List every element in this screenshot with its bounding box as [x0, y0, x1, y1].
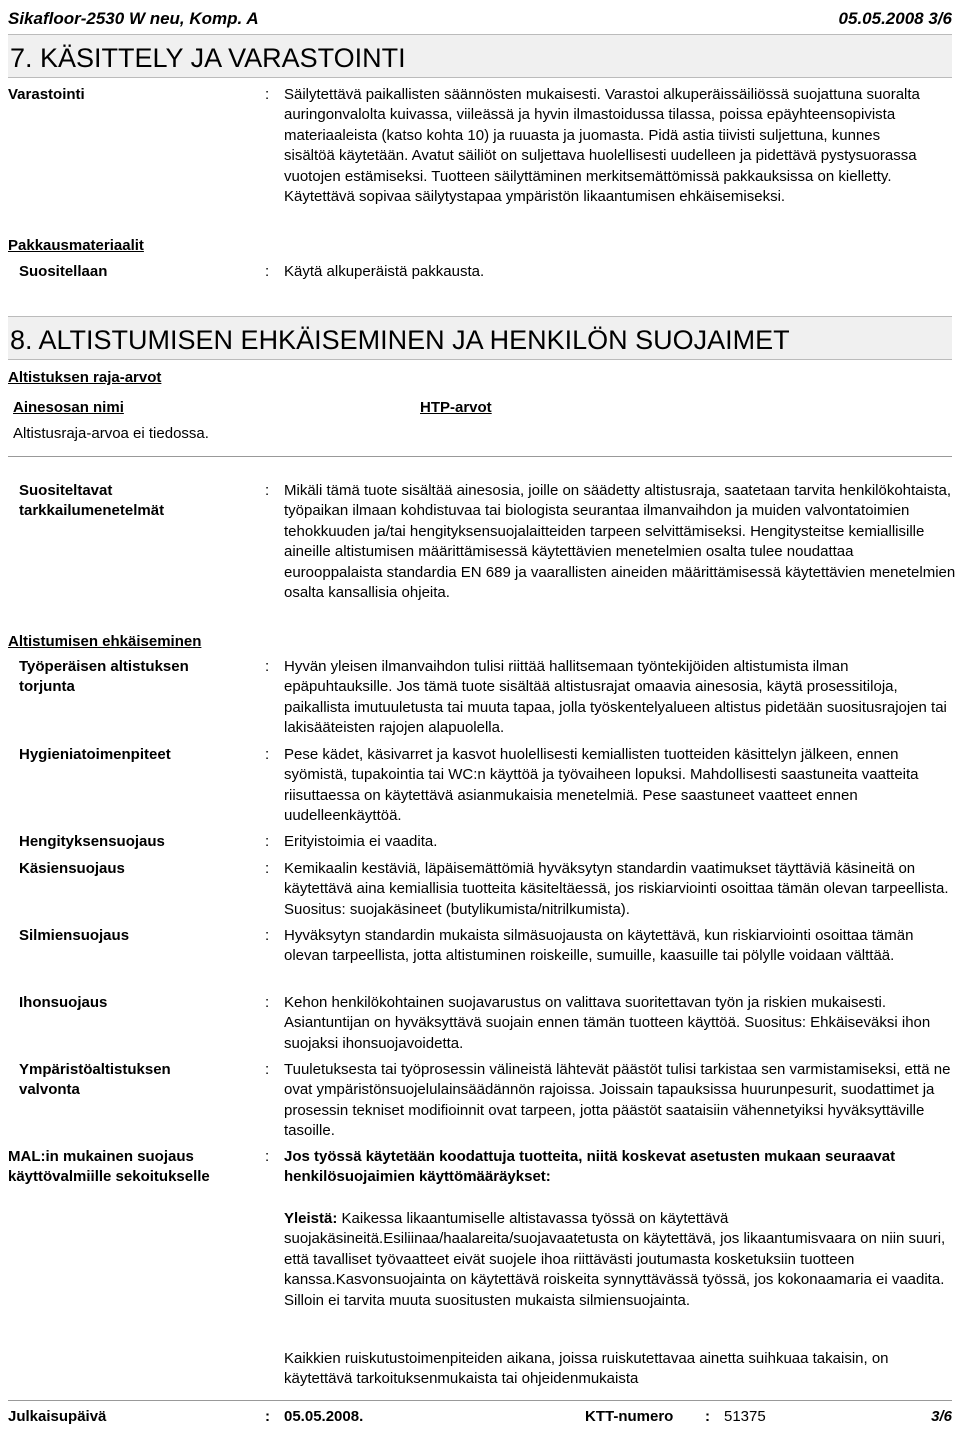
julkaisupaiva-label: Julkaisupäivä [8, 1408, 107, 1425]
silmien-label: Silmiensuojaus [19, 927, 130, 944]
colon: : [705, 1408, 710, 1425]
ehkaiseminen-heading: Altistumisen ehkäiseminen [8, 633, 202, 650]
julkaisupaiva-value: 05.05.2008. [284, 1408, 364, 1425]
ruiskutus-text: Kaikkien ruiskutustoimenpiteiden aikana, joissa ruiskutettavaa ainetta suihkuaa takaisin, on käytettävä tarkoituksenmukaista tai ohjeidenmukaista [284, 1350, 889, 1388]
colon: : [265, 833, 270, 850]
header-date-page: 05.05.2008 3/6 [838, 9, 952, 28]
colon: : [265, 658, 270, 675]
page-footer [8, 1404, 952, 1430]
yleista-text: Kaikessa likaantumiselle altistavassa työssä on käytettävä suojakäsineitä.Esiliinaa/haalareita/suojavaatetusta on käytettävä, jos likaantumisvaara on niin suuri, että tavalliset työvaatteet eivät suojele ihoa riittävästi joutumasta kosketuksiin tuotteen kanssa.Kasvonsuojainta on käytettävä roiskeita synnyttävässä työssä, jos kokonaamaria ei vaadita. Silloin ei tarvita muuta suositusten mukaista silmiensuojainta. [284, 1210, 946, 1309]
divider [8, 456, 952, 457]
mal-text: Jos työssä käytetään koodattuja tuotteita, niitä koskevat asetusten mukaan seuraavat henkilösuojaimien käyttömääräykset: [284, 1148, 896, 1186]
colon: : [265, 1408, 270, 1425]
colon: : [265, 263, 270, 280]
footer-page: 3/6 [931, 1408, 952, 1425]
product-name: Sikafloor-2530 W neu, Komp. A [8, 9, 259, 28]
ainesosan-nimi-header: Ainesosan nimi [13, 399, 124, 416]
iho-text: Kehon henkilökohtainen suojavarustus on valittava suoritettavan työn ja riskien mukaisesti. Asiantuntijan on hyväksyttävä suojain ennen tämän tuotteen käyttöä. Suositus: Ehkäiseväksi ihon suojaksi ihonsuojavoidetta. [284, 994, 931, 1052]
hygienia-label: Hygieniatoimenpiteet [19, 746, 171, 763]
ei-tiedossa-text: Altistusraja-arvoa ei tiedossa. [13, 425, 209, 442]
suositellaan-text: Käytä alkuperäistä pakkausta. [284, 263, 485, 280]
ktt-label: KTT-numero [585, 1408, 674, 1425]
tyoperainen-label: Työperäisen altistuksen torjunta [19, 658, 189, 696]
tyoperainen-text: Hyvän yleisen ilmanvaihdon tulisi riittää hallitsemaan työntekijöiden altistumista ilman epäpuhtauksille. Jos tämä tuote sisältää altistusrajat omaavia ainesosia, käytä prosessitiloja, paikallista imutuuletusta tai muuta tapaa, jolla työskentelyalueen altistus pidetään suositusrajojen tai lakisääteisten rajojen alapuolella. [284, 658, 947, 737]
pakkausmateriaalit-heading: Pakkausmateriaalit [8, 237, 144, 254]
colon: : [265, 1061, 270, 1078]
ktt-value: 51375 [724, 1408, 766, 1425]
colon: : [265, 927, 270, 944]
hygienia-text: Pese kädet, käsivarret ja kasvot huolellisesti kemiallisten tuotteiden käsittelyn jälkeen, ennen syömistä, tupakointia tai WC:n käyttöä ja työvaiheen lopuksi. Mahdollisesti saastuneita vaatteita riisuttaessa on käytettävä asianmukaisia menetelmiä. Pese saastuneet vaatteet ennen uudelleenkäyttöä. [284, 746, 919, 825]
ymparisto-label: Ympäristöaltistuksen valvonta [19, 1061, 171, 1099]
section-7-title: 7. KÄSITTELY JA VARASTOINTI [8, 34, 952, 78]
colon: : [265, 482, 270, 499]
colon: : [265, 86, 270, 103]
ymparisto-text: Tuuletuksesta tai työprosessin välineistä lähtevät päästöt tulisi tarkistaa sen varmistamiseksi, että ne ovat ympäristönsuojelulainsäädännön rajoissa. Joissain tapauksissa huurunpesurit, suodattimet ja prosessin tekniset modifioinnit ovat tarpeen, jotta päästöt saataisiin vähennetyiksi hyväksyttäville tasoille. [284, 1061, 951, 1140]
varastointi-text: Säilytettävä paikallisten säännösten mukaisesti. Varastoi alkuperäissäiliössä suojattuna suoralta auringonvalolta kuivassa, viileässä ja hyvin ilmastoidussa tilassa, poissa epäyhteensopivista materiaaleista (katso kohta 10) ja ruuasta ja juomasta. Pidä astia tiivisti suljettuna, kunnes sisältöä käytetään. Avatut säiliöt on suljettava huolellisesti uudelleen ja pidettävä pystysuorassa vuotojen estämiseksi. Tuotteen säilyttäminen merkitsemättömissä pakkauksissa on kielletty. Käytettävä sopivaa säilytystapaa ympäristön likaantumisen ehkäisemiseksi. [284, 86, 920, 206]
hengitys-text: Erityistoimia ei vaadita. [284, 833, 438, 850]
colon: : [265, 746, 270, 763]
suositellaan-label: Suositellaan [19, 263, 108, 280]
yleista-paragraph [284, 1209, 956, 1311]
footer-divider [8, 1400, 952, 1401]
colon: : [265, 994, 270, 1011]
htp-arvot-header: HTP-arvot [420, 399, 492, 416]
silmien-text: Hyväksytyn standardin mukaista silmäsuojausta on käytettävä, kun riskiarviointi osoittaa tämän olevan tarpeellista, jotta altistuminen roiskeille, sumuille, kaasuille tai pölylle voidaan välttää. [284, 927, 914, 965]
section-8-title: 8. ALTISTUMISEN EHKÄISEMINEN JA HENKILÖN SUOJAIMET [8, 316, 952, 360]
page-header [8, 5, 952, 31]
colon: : [265, 860, 270, 877]
varastointi-label: Varastointi [8, 86, 85, 103]
raja-arvot-heading: Altistuksen raja-arvot [8, 369, 162, 386]
kasi-text: Kemikaalin kestäviä, läpäisemättömiä hyväksytyn standardin vaatimukset täyttäviä käsineitä on käytettävä aina kemiallisia tuotteita käsiteltäessä, jos riskiarviointi osoittaa tämän olevan tarpeellista. Suositus: suojakäsineet (butylikumista/nitrilkumista). [284, 860, 949, 918]
iho-label: Ihonsuojaus [19, 994, 108, 1011]
tarkkailu-text: Mikäli tämä tuote sisältää ainesosia, joille on säädetty altistusraja, saatetaan tarvita henkilökohtaista, työpaikan ilmaan kohdistuvaa tai biologista seurantaa ilmanvaihdon ja muiden valvontatoimien tehokkuuden ja/tai hengityksensuojalaitteiden tarpeen selvittämiseksi. Hengitysteitse kemiallisille aineille altistumisen määrittämisessä käytettävien menetelmien osalta tulee noudattaa eurooppalaista standardia EN 689 ja vaarallisten aineiden määrittämisessä käytettävien menetelmien osalta kansallisia ohjeita. [284, 482, 956, 602]
tarkkailu-label: Suositeltavat tarkkailumenetelmät [19, 482, 165, 520]
mal-label: MAL:in mukainen suojaus käyttövalmiille sekoitukselle [8, 1148, 210, 1186]
hengitys-label: Hengityksensuojaus [19, 833, 165, 850]
kasi-label: Käsiensuojaus [19, 860, 125, 877]
yleista-label: Yleistä: [284, 1210, 338, 1227]
colon: : [265, 1148, 270, 1165]
